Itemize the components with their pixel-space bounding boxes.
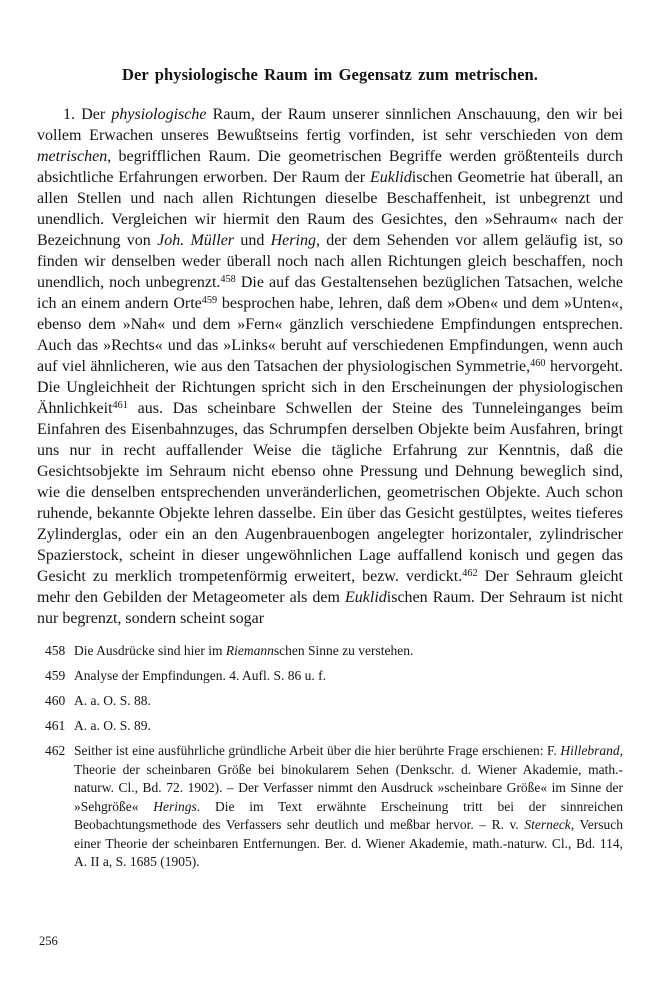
italic-text: Joh. Müller (157, 232, 235, 249)
text-run: Der Sehraum gleicht mehr den Gebilden der Metageometer als dem (37, 568, 624, 606)
italic-text: metrischen (37, 148, 108, 165)
text-run: , begrifflichen Raum. Die geometrischen Begriffe werden größtenteils durch absichtliche Erfahrungen erworben. Der Raum der (37, 148, 623, 186)
text-run: und (234, 232, 271, 249)
text-run: ischen Raum. Der Sehraum ist nicht nur begrenzt, sondern scheint sogar (37, 589, 624, 627)
footnote-459 (45, 667, 623, 686)
footnote-ref: 460 (530, 358, 546, 370)
italic-text: Euklid (345, 589, 387, 606)
footnote-text (74, 667, 623, 686)
text-run: . Die im Text erwähnte Erscheinung tritt bei der sinnreichen Beobachtungsmethode des Verfassers sehr deutlich und meßbar hervor. – R. v. (74, 798, 623, 832)
footnote-460 (45, 692, 623, 711)
text-run: , Versuch einer Theorie der scheinbaren Entfernungen. Ber. d. Wiener Akademie, math.-naturw. Cl., Bd. 114, A. II a, S. 1685 (1905). (74, 817, 623, 869)
text-run: schen Sinne zu verstehen. (273, 643, 414, 658)
text-run: Seither ist eine ausführliche gründliche Arbeit über die hier berührte Frage erschienen: F. (74, 743, 561, 758)
footnote-ref: 461 (112, 400, 128, 412)
text-run: A. a. O. S. 89. (74, 718, 151, 733)
body-paragraph (37, 104, 623, 629)
text-run: , Theorie der scheinbaren Größe bei binokularem Sehen (Denkschr. d. Wiener Akademie, math.-naturw. Cl., Bd. 72. 1902). – Der Verfasser nimmt den Ausdruck »scheinbare Größe« im Sinne der »Sehgröße« (74, 743, 623, 814)
footnote-text (74, 742, 623, 872)
footnote-ref: 459 (201, 295, 218, 307)
text-run: , der dem Sehenden vor allem geläufig ist, so finden wir denselben weder überall noch nach allen Richtungen gleich beschaffen, noch unendlich, noch unbegrenzt. (37, 232, 624, 291)
text-run: hervorgeht. Die Ungleichheit der Richtungen spricht sich in den Erscheinungen der physiologischen Ähnlichkeit (37, 358, 624, 417)
text-run: Raum, der Raum unserer sinnlichen Anschauung, den wir bei vollem Erwachen unseres Bewußtseins fertig vorfinden, ist sehr verschieden von dem (37, 106, 624, 144)
footnote-text (74, 642, 623, 661)
text-run: A. a. O. S. 88. (74, 693, 151, 708)
text-run: aus. Das scheinbare Schwellen der Steine des Tunneleinganges beim Einfahren des Eisenbahnzuges, das Schrumpfen derselben Objekte beim Ausfahren, bringt uns nur in recht auffallender Weise die tägliche Erfahrung zur Kenntnis, daß die Gesichtsobjekte im Sehraum nicht ebenso ohne Pressung und Dehnung beweglich sind, wie die denselben entsprechenden unveränderlichen, geometrischen Objekte. Auch schon ruhende, bekannte Objekte lehren dasselbe. Ein über das Gesicht gestülptes, weites tieferes Zylinderglas, oder ein an den Augenbrauenbogen angelegter horizontaler, zylindrischer Spazierstock, scheint in dieser ungewöhnlichen Lage auffallend konisch und gegen das Gesicht zu merklich trompetenförmig erweitert, bezw. verdickt. (37, 400, 623, 585)
text-run: Die Ausdrücke sind hier im (74, 643, 226, 658)
footnote-number: 461 (45, 718, 66, 733)
text-run: Die auf das Gestaltensehen bezüglichen Tatsachen, welche ich an einem andern Orte (37, 274, 623, 312)
page-heading: Der physiologische Raum im Gegensatz zum metrischen. (121, 65, 539, 84)
footnote-462 (45, 742, 623, 872)
text-run: ischen Geometrie hat überall, an allen Stellen und nach allen Richtungen dieselbe Beschaffenheit, ist unbegrenzt und unendlich. Vergleichen wir hiermit den Raum des Gesichtes, den »Sehraum« nach der Bezeichnung von (37, 169, 624, 249)
italic-text: physiologische (111, 106, 207, 123)
footnote-number: 460 (45, 693, 66, 708)
italic-text: Euklid (370, 169, 412, 186)
footnote-ref: 458 (220, 274, 236, 286)
footnote-number: 458 (45, 643, 66, 658)
footnotes-section (37, 642, 623, 872)
text-run: Analyse der Empfindungen. 4. Aufl. S. 86 u. f. (74, 668, 326, 683)
text-run: 1. Der (63, 106, 112, 123)
italic-text: Hering (270, 232, 316, 249)
footnote-458 (45, 642, 623, 661)
footnote-number: 459 (45, 668, 66, 683)
page-number: 256 (39, 934, 58, 948)
footnote-461 (45, 717, 623, 736)
footnote-number: 462 (45, 743, 66, 758)
footnote-text (74, 717, 623, 736)
text-run: besprochen habe, lehren, daß dem »Oben« und dem »Unten«, ebenso dem »Nah« und dem »Fern« gänzlich verschiedene Empfindungen entsprechen. Auch das »Rechts« und das »Links« beruht auf verschiedenen Empfindungen, wenn auch auf viel ähnlicheren, wie aus den Tatsachen der physiologischen Symmetrie, (37, 295, 623, 375)
footnote-ref: 462 (462, 568, 478, 580)
italic-text: Sterneck (524, 817, 571, 832)
italic-text: Riemann (225, 643, 274, 658)
italic-text: Herings (153, 798, 197, 814)
italic-text: Hillebrand (560, 743, 620, 758)
footnote-text (74, 692, 623, 711)
